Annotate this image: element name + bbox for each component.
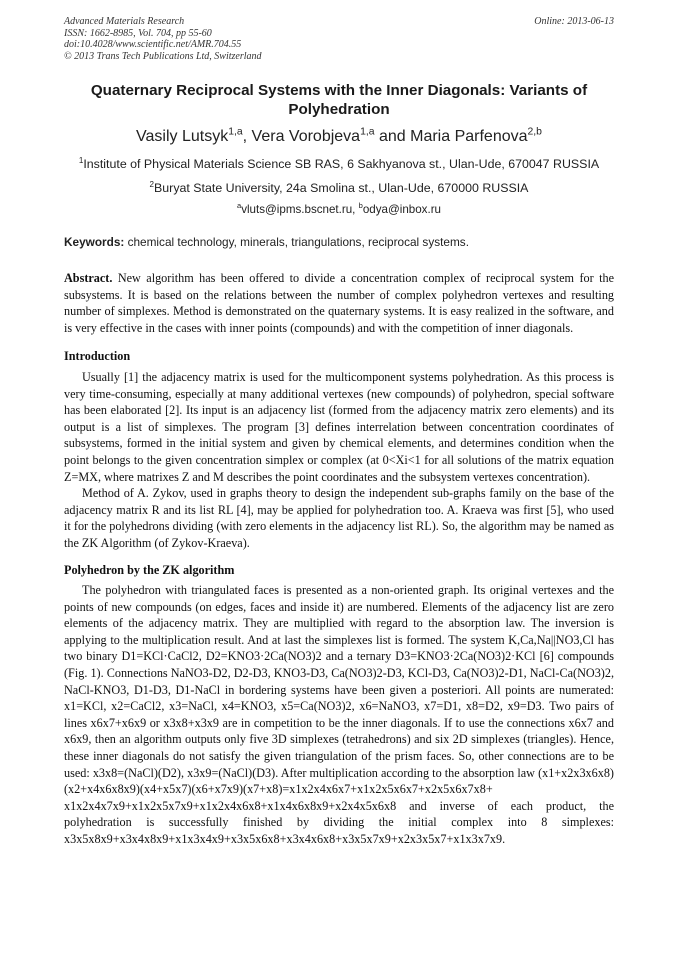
affil-mark: 1	[78, 155, 84, 165]
author-affil-mark: 1,a	[228, 126, 243, 138]
author-emails	[64, 203, 614, 216]
keywords-text: chemical technology, minerals, triangulations, reciprocal systems.	[124, 235, 469, 249]
copyright-line: © 2013 Trans Tech Publications Ltd, Switzerland	[64, 50, 262, 62]
paragraph: Usually [1] the adjacency matrix is used for the multicomponent systems polyhedration. As this process is very time-consuming, especially at many additional vertexes (new compounds) of polyhedron, special software has been elaborated [2]. Its input is an adjacency list (formed from the adjacency matrix zero elements) and its output is a list of simplexes. The program [3] defines interrelation between concentration coordinates of subsystems, formed in the initial system and given by chemical elements, and determines condition when the point belongs to the given concentration simplex or complex (at 0<Xi<1 for all solutions of the matrix equation Z=MX, where matrixes Z and M describes the point coordinates and the subsystem vertexes concentration).	[64, 369, 614, 484]
author-list	[64, 128, 614, 146]
affiliation-2	[64, 181, 614, 195]
author-name: Maria Parfenova	[410, 128, 528, 145]
journal-name: Advanced Materials Research	[64, 16, 185, 27]
abstract-label: Abstract.	[64, 271, 113, 285]
email-mark: b	[358, 201, 363, 211]
email-link[interactable]: odya@inbox.ru	[362, 203, 441, 216]
paper-title: Quaternary Reciprocal Systems with the Inner Diagonals: Variants of Polyhedration	[90, 82, 588, 118]
author-separator: ,	[242, 128, 252, 145]
keywords-label: Keywords:	[64, 235, 125, 249]
author-separator: and	[374, 128, 411, 145]
abstract-text: New algorithm has been offered to divide a concentration complex of reciprocal system for the subsystems. It is based on the relations between the number of complex polyhedron vertexes and resulting number of simplexes. Method is demonstrated on the quaternary systems. It is easy realized in the software, and is very effective in the cases with inner points (compounds) and with the competition of inner diagonals.	[64, 271, 614, 335]
journal-header	[64, 16, 614, 62]
author-name: Vera Vorobjeva	[251, 128, 361, 145]
author-affil-mark: 2,b	[527, 126, 542, 138]
online-date: Online: 2013-06-13	[534, 16, 614, 27]
keywords	[64, 235, 614, 249]
email-link[interactable]: vluts@ipms.bscnet.ru,	[241, 203, 359, 216]
paragraph: Method of A. Zykov, used in graphs theory to design the independent sub-graphs family on the base of the adjacency matrix R and its list RL [4], may be applied for polyhedration too. A. Kraeva was first [5], who used it for the polyhedrons dividing (with zero elements in the adjacency list RL). So, the algorithm may be named as the ZK Algorithm (of Zykov-Kraeva).	[64, 486, 614, 550]
section-heading: Polyhedron by the ZK algorithm	[64, 562, 235, 577]
affil-mark: 2	[149, 179, 155, 189]
section-heading: Introduction	[64, 349, 131, 364]
email-mark: a	[236, 201, 242, 211]
author-affil-mark: 1,a	[360, 126, 375, 138]
affil-text: Institute of Physical Materials Science SB RAS, 6 Sakhyanova st., Ulan-Ude, 670047 RUSSIA	[83, 157, 600, 171]
paper-body	[64, 270, 614, 848]
author-name: Vasily Lutsyk	[136, 128, 229, 145]
paragraph: The polyhedron with triangulated faces is presented as a non-oriented graph. Its original vertexes and the points of new compounds (on edges, faces and inside it) are numbered. Elements of the adjacency list are zero elements of the adjacency matrix. They are multiplied with regard to the absorption law. The inversion is applying to the multiplication result. And at last the simplexes list is formed. The system K,Ca,Na||NO3,Cl has two binary D1=KCl·CaCl2, D2=KNO3·2Ca(NO3)2 and a ternary D3=KNO3·2Ca(NO3)2·KCl [6] compounds (Fig. 1). Connections NaNO3-D2, D2-D3, KNO3-D3, Ca(NO3)2-D3, KCl-D3, Ca(NO3)2-D1, NaCl-Ca(NO3)2, NaCl-KNO3, D1-D3, D1-NaCl in bordering systems have been given a posteriori. All points are numerated: x1=KCl, x2=CaCl2, x3=NaCl, x4=KNO3, x5=Ca(NO3)2, x6=NaNO3, x7=D1, x8=D2, x9=D3. Two pairs of lines x6x7+x6x9 or x3x8+x3x9 are in competition to be the inner diagonals. If to use the connections x6x7 and x6x9, then an algorithm outputs only five 3D simplexes (tetrahedrons) and six 2D simplexes (triangles). Hence, these inner diagonals do not satisfy the given triangulation of the prism faces. So, other connections are to be used: x3x8=(NaCl)(D2), x3x9=(NaCl)(D3). After multiplication according to the absorption law (x1+x2x3x6x8)(x2+x4x6x8x9)(x4+x5x7)(x6+x7x9)(x7+x8)=x1x2x4x6x7+x1x2x5x6x7+x2x5x6x7x8+ x1x2x4x7x9+x1x2x5x7x9+x1x2x4x6x8+x1x4x6x8x9+x2x4x5x6x8 and inverse of each product, the polyhedration is successfully finished by dividing the initial complex into 8 simplexes: x3x5x8x9+x3x4x8x9+x1x3x4x9+x3x5x6x8+x3x4x6x8+x3x5x7x9+x2x3x5x7+x1x3x7x9.	[64, 583, 614, 846]
abstract	[64, 270, 614, 336]
affil-text: Buryat State University, 24a Smolina st., Ulan-Ude, 670000 RUSSIA	[154, 181, 529, 195]
doi-line: doi:10.4028/www.scientific.net/AMR.704.55	[64, 39, 242, 50]
affiliation-1	[64, 157, 614, 171]
issn-line: ISSN: 1662-8985, Vol. 704, pp 55-60	[64, 27, 212, 39]
